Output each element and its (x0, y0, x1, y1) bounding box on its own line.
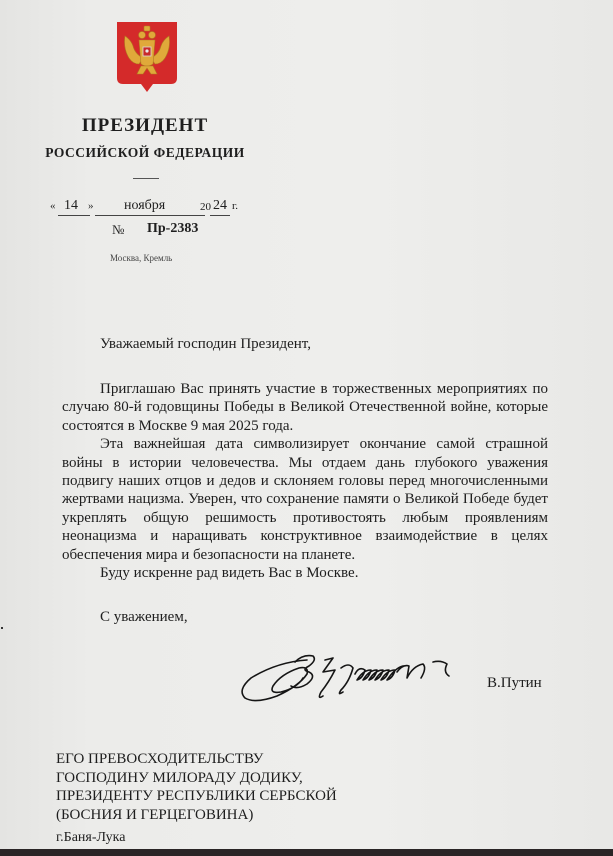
date-day: 14 (64, 198, 78, 213)
date-year-suffix: 24 (213, 198, 227, 213)
scan-bottom-edge (0, 849, 613, 856)
handwritten-signature-icon (237, 648, 462, 706)
addressee-line: ЕГО ПРЕВОСХОДИТЕЛЬСТВУ (56, 751, 264, 767)
addressee-line: ПРЕЗИДЕНТУ РЕСПУБЛИКИ СЕРБСКОЙ (56, 788, 337, 804)
salutation: Уважаемый господин Президент, (100, 336, 311, 352)
date-open-quote: « (50, 200, 56, 212)
date-year-mark: г. (232, 200, 239, 212)
day-underline (58, 215, 90, 216)
date-close-quote: » (88, 200, 94, 212)
paper-speck (1, 627, 3, 629)
russian-coat-of-arms-icon (115, 20, 179, 96)
paragraph-significance: Эта важнейшая дата символизирует окончание самой страшной войны в истории человечества. Мы отдаем дань глубокого уважения подвигу наших отцов и дедов и склоняем головы перед многочисленными жертвами нацизма. Уверен, что сохранение памяти о Великой Победе будет укреплять общую решимость противостоять любым проявлениям неонацизма и наращивать конструктивное взаимодействие в целях обеспечения мира и безопасности на планете. (62, 436, 548, 563)
year-underline (210, 215, 230, 216)
letter-body (62, 380, 548, 582)
reference-number-sign: № (112, 222, 125, 237)
closing: С уважением, (100, 609, 188, 625)
date-year-prefix: 20 (200, 201, 211, 213)
paragraph-welcome: Буду искренне рад видеть Вас в Москве. (100, 565, 359, 582)
header-divider (133, 178, 159, 179)
addressee-block (56, 750, 337, 824)
addressee-line: ГОСПОДИНУ МИЛОРАДУ ДОДИКУ, (56, 769, 303, 786)
signer-name: В.Путин (487, 675, 542, 691)
letterhead-subtitle: РОССИЙСКОЙ ФЕДЕРАЦИИ (45, 145, 245, 160)
addressee-line: (БОСНИЯ И ГЕРЦЕГОВИНА) (56, 806, 254, 823)
reference-number: Пр-2383 (147, 221, 199, 236)
date-month: ноября (124, 198, 166, 213)
place-of-issue: Москва, Кремль (110, 253, 173, 263)
paragraph-invitation: Приглашаю Вас принять участие в торжественных мероприятиях по случаю 80-й годовщины Победы в Великой Отечественной войне, которые состоятся в Москве 9 мая 2025 года. (62, 381, 548, 434)
addressee-city: г.Баня-Лука (56, 830, 126, 845)
month-underline (95, 215, 205, 216)
date-line (50, 198, 250, 218)
letterhead-title: ПРЕЗИДЕНТ (81, 115, 209, 136)
